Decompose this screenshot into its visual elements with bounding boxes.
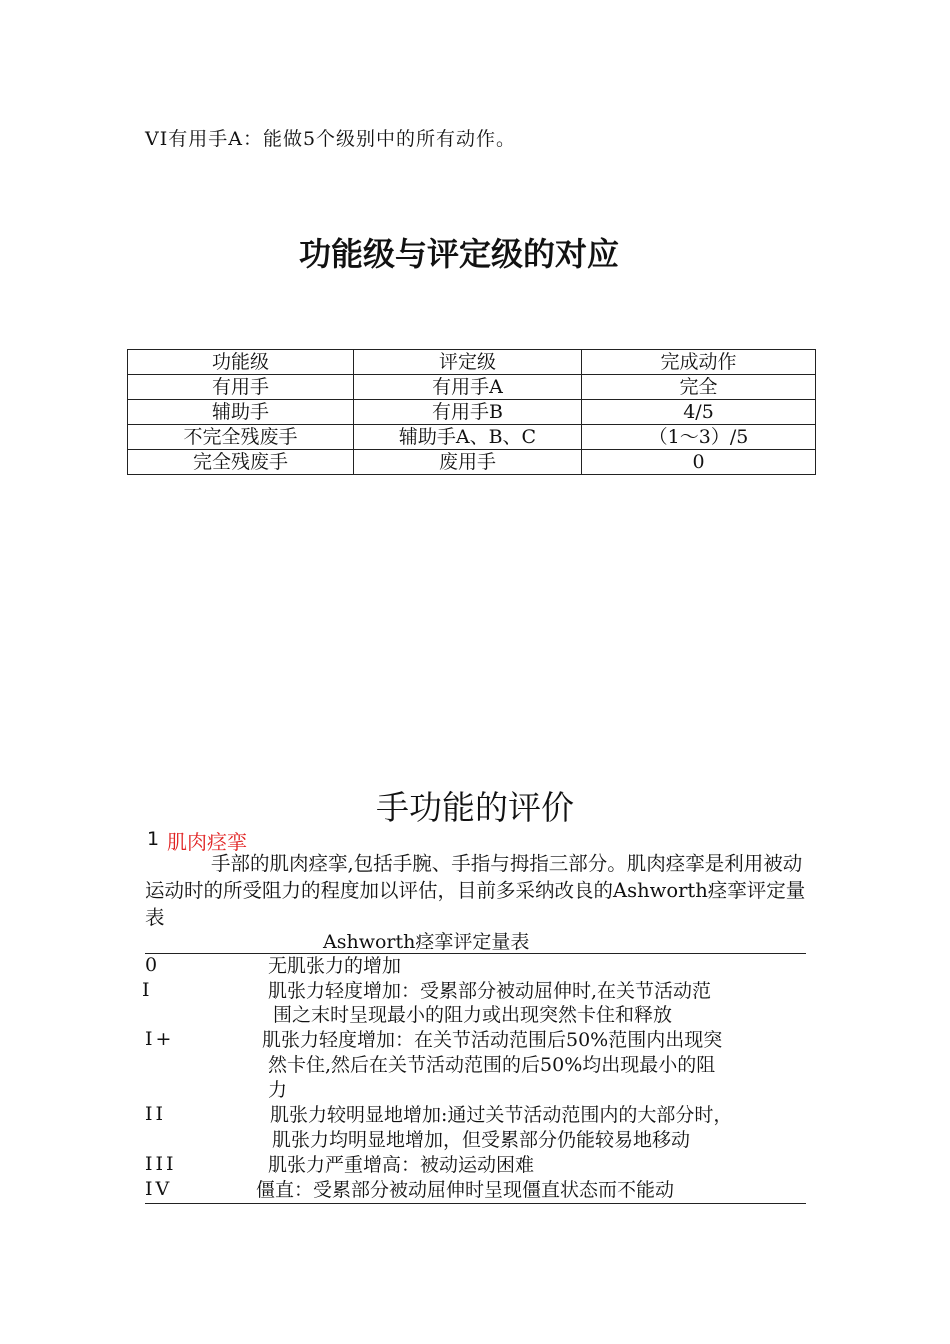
- table-cell: 有用手A: [354, 375, 582, 400]
- mapping-table: [127, 349, 816, 475]
- level-label: II: [145, 1103, 167, 1125]
- table-cell: 完全残废手: [128, 450, 354, 475]
- level-desc-line: 肌张力严重增高：被动运动困难: [268, 1154, 535, 1176]
- intro-line: VI有用手A：能做5个级别中的所有动作。: [145, 128, 517, 150]
- table-row: [128, 450, 816, 475]
- level-label: III: [145, 1153, 177, 1175]
- header-cell: 完成动作: [582, 350, 816, 375]
- table-header-row: [128, 350, 816, 375]
- table-cell: 废用手: [354, 450, 582, 475]
- table-cell: 有用手: [128, 375, 354, 400]
- table-cell: （1～3）/5: [582, 425, 816, 450]
- paragraph-text: 手部的肌肉痉挛,包括手腕、手指与拇指三部分。肌肉痉挛是利用被动运动时的所受阻力的程度加以评估，目前多采纳改良的Ashworth痉挛评定量表: [145, 852, 806, 929]
- level-desc-line: 然卡住,然后在关节活动范围的后50%均出现最小的阻: [268, 1054, 716, 1076]
- level-desc-line: 肌张力轻度增加：在关节活动范围后50%范围内出现突: [262, 1029, 723, 1051]
- level-desc-line: 肌张力轻度增加：受累部分被动屈伸时,在关节活动范: [268, 980, 712, 1002]
- level-label: 0: [145, 954, 161, 976]
- level-desc-line: 肌张力较明显地增加:通过关节活动范围内的大部分时，: [270, 1104, 733, 1126]
- table-cell: 4/5: [582, 400, 816, 425]
- section-number: 1: [147, 828, 160, 850]
- table-cell: 不完全残废手: [128, 425, 354, 450]
- table-top-rule: [145, 953, 806, 954]
- level-desc-line: 围之末时呈现最小的阻力或出现突然卡住和释放: [273, 1004, 673, 1026]
- mapping-title: 功能级与评定级的对应: [298, 235, 619, 273]
- table-row: [128, 400, 816, 425]
- section-title: 肌肉痉挛: [167, 830, 247, 854]
- table-cell: 0: [582, 450, 816, 475]
- table-cell: 辅助手A、B、C: [354, 425, 582, 450]
- level-desc-line: 僵直：受累部分被动屈伸时呈现僵直状态而不能动: [256, 1179, 675, 1201]
- table-cell: 完全: [582, 375, 816, 400]
- section-paragraph: [145, 850, 810, 931]
- table-row: [128, 375, 816, 400]
- table-cell: 辅助手: [128, 400, 354, 425]
- header-cell: 功能级: [128, 350, 354, 375]
- level-desc-line: 肌张力均明显地增加，但受累部分仍能较易地移动: [272, 1129, 691, 1151]
- table-cell: 有用手B: [354, 400, 582, 425]
- table-bottom-rule: [145, 1203, 806, 1204]
- hand-function-title: 手功能的评价: [376, 788, 574, 827]
- ashworth-caption: Ashworth痉挛评定量表: [323, 931, 530, 953]
- level-desc-line: 无肌张力的增加: [268, 955, 402, 977]
- level-label: IV: [145, 1178, 173, 1200]
- level-desc-line: 力: [268, 1079, 288, 1101]
- level-label: I: [142, 979, 153, 1001]
- table-row: [128, 425, 816, 450]
- header-cell: 评定级: [354, 350, 582, 375]
- level-label: I+: [145, 1028, 175, 1050]
